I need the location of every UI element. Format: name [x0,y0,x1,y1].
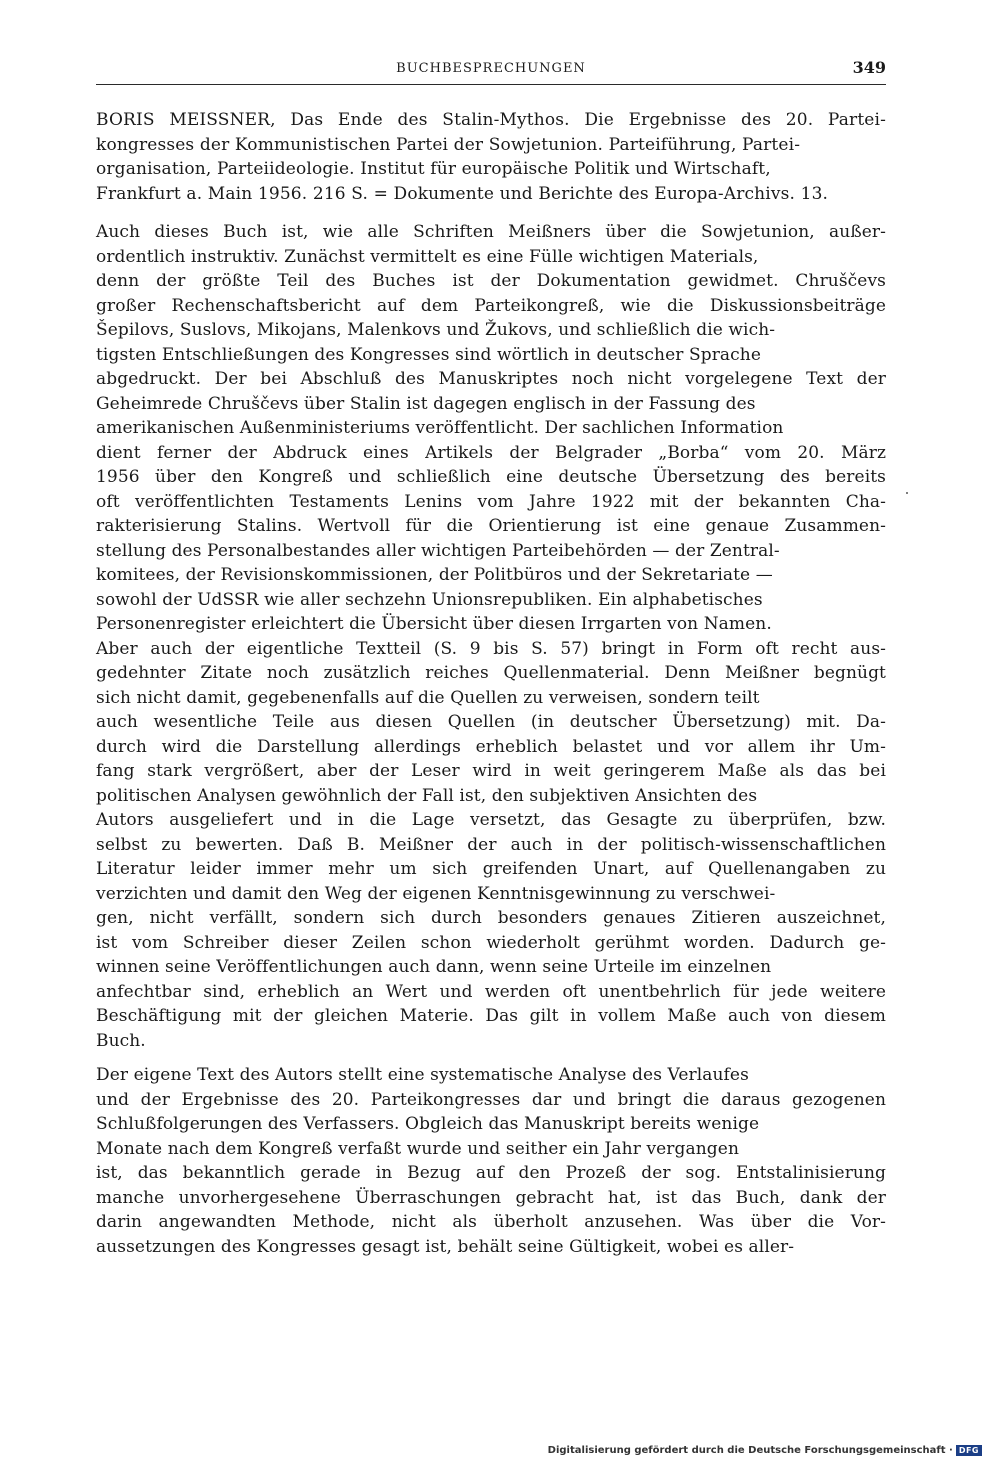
text-line: großer Rechenschaftsbericht auf dem Parteikongreß, wie die Diskussionsbeiträge [96,295,886,316]
paragraph [96,637,886,1054]
page-number: 349 [852,58,886,77]
text-line: auch wesentliche Teile aus diesen Quellen (in deutscher Übersetzung) mit. Da- [96,712,886,732]
text-line: und der Ergebnisse des 20. Parteikongresses dar und bringt die daraus gezogenen [96,1089,886,1110]
heading-line: BORIS MEISSNER, Das Ende des Stalin-Mythos. Die Ergebnisse des 20. Partei- [96,110,886,130]
text-line: Schlußfolgerungen des Verfassers. Obgleich das Manuskript bereits wenige [96,1114,760,1134]
text-line: Aber auch der eigentliche Textteil (S. 9 bis S. 57) bringt in Form oft recht aus- [96,638,886,659]
text-line: Literatur leider immer mehr um sich greifenden Unart, auf Quellenangaben zu [96,859,886,879]
text-line: denn der größte Teil des Buches ist der Dokumentation gewidmet. Chruščevs [96,271,886,291]
text-line: manche unvorhergesehene Überraschungen gebracht hat, ist das Buch, dank der [96,1187,886,1208]
text-line: Šepilovs, Suslovs, Mikojans, Malenkovs und Žukovs, und schließlich die wich- [96,320,776,340]
text-line: amerikanischen Außenministeriums veröffentlicht. Der sachlichen Information [96,418,784,438]
text-line: abgedruckt. Der bei Abschluß des Manuskriptes noch nicht vorgelegene Text der [96,369,886,389]
review-bibliographic-heading [96,108,886,206]
review-body [96,220,886,1259]
text-line: Personenregister erleichtert die Übersicht über diesen Irrgarten von Namen. [96,614,772,634]
text-line: tigsten Entschließungen des Kongresses sind wörtlich in deutscher Sprache [96,344,761,365]
text-line: Autors ausgeliefert und in die Lage versetzt, das Gesagte zu überprüfen, bzw. [96,810,886,830]
text-line: verzichten und damit den Weg der eigenen Kenntnisgewinnung zu verschwei- [96,883,776,904]
text-line: darin angewandten Methode, nicht als überholt anzusehen. Was über die Vor- [96,1212,886,1232]
text-line: 1956 über den Kongreß und schließlich eine deutsche Übersetzung des bereits [96,467,886,487]
text-line: Geheimrede Chruščevs über Stalin ist dagegen englisch in der Fassung des [96,393,756,414]
text-line: ist vom Schreiber dieser Zeilen schon wiederholt gerühmt worden. Dadurch ge- [96,932,886,953]
text-line: durch wird die Darstellung allerdings erheblich belastet und vor allem ihr Um- [96,736,886,757]
text-line: selbst zu bewerten. Daß B. Meißner der auch in der politisch-wissenschaftlichen [96,834,886,855]
heading-line: organisation, Parteiideologie. Institut für europäische Politik und Wirtschaft, [96,159,771,179]
text-line: winnen seine Veröffentlichungen auch dann, wenn seine Urteile im einzelnen [96,957,772,977]
running-header [96,56,886,85]
heading-line: kongresses der Kommunistischen Partei der Sowjetunion. Parteiführung, Partei- [96,134,801,155]
text-line: gedehnter Zitate noch zusätzlich reiches Quellenmaterial. Denn Meißner begnügt [96,663,886,683]
text-line: sowohl der UdSSR wie aller sechzehn Unionsrepubliken. Ein alphabetisches [96,589,763,610]
text-line: fang stark vergrößert, aber der Leser wird in weit geringerem Maße als das bei [96,761,886,781]
heading-line: Frankfurt a. Main 1956. 216 S. = Dokumente und Berichte des Europa-Archivs. 13. [96,183,829,204]
text-line: Monate nach dem Kongreß verfaßt wurde und seither ein Jahr vergangen [96,1138,739,1159]
dfg-logo-icon: DFG [956,1445,982,1456]
text-line: politischen Analysen gewöhnlich der Fall ist, den subjektiven Ansichten des [96,785,758,806]
text-line: Der eigene Text des Autors stellt eine systematische Analyse des Verlaufes [96,1065,749,1085]
text-line: stellung des Personalbestandes aller wichtigen Parteibehörden — der Zentral- [96,540,780,561]
text-line: Beschäftigung mit der gleichen Materie. Das gilt in vollem Maße auch von diesem [96,1006,886,1026]
text-line: anfechtbar sind, erheblich an Wert und werden oft unentbehrlich für jede weitere [96,981,886,1002]
scan-speck [906,492,908,494]
text-line: sich nicht damit, gegebenenfalls auf die Quellen zu verweisen, sondern teilt [96,687,760,708]
text-line: rakterisierung Stalins. Wertvoll für die Orientierung ist eine genaue Zusammen- [96,516,886,536]
text-line: dient ferner der Abdruck eines Artikels der Belgrader „Borba“ vom 20. März [96,442,886,463]
text-line: komitees, der Revisionskommissionen, der Politbüros und der Sekretariate — [96,565,773,585]
text-line: gen, nicht verfällt, sondern sich durch besonders genaues Zitieren auszeichnet, [96,908,886,928]
running-title: BUCHBESPRECHUNGEN [396,61,586,76]
text-line: ordentlich instruktiv. Zunächst vermittelt es eine Fülle wichtigen Materials, [96,246,759,267]
paragraph [96,1063,886,1259]
text-line: ist, das bekanntlich gerade in Bezug auf den Prozeß der sog. Entstalinisierung [96,1163,886,1183]
text-line: Buch. [96,1030,146,1051]
digitization-credit [548,1445,982,1456]
text-line: Auch dieses Buch ist, wie alle Schriften Meißners über die Sowjetunion, außer- [96,222,886,242]
paragraph [96,220,886,637]
text-line: aussetzungen des Kongresses gesagt ist, behält seine Gültigkeit, wobei es aller- [96,1236,795,1257]
credit-text: Digitalisierung gefördert durch die Deutsche Forschungsgemeinschaft · [547,1445,953,1456]
text-line: oft veröffentlichten Testaments Lenins vom Jahre 1922 mit der bekannten Cha- [96,491,886,512]
